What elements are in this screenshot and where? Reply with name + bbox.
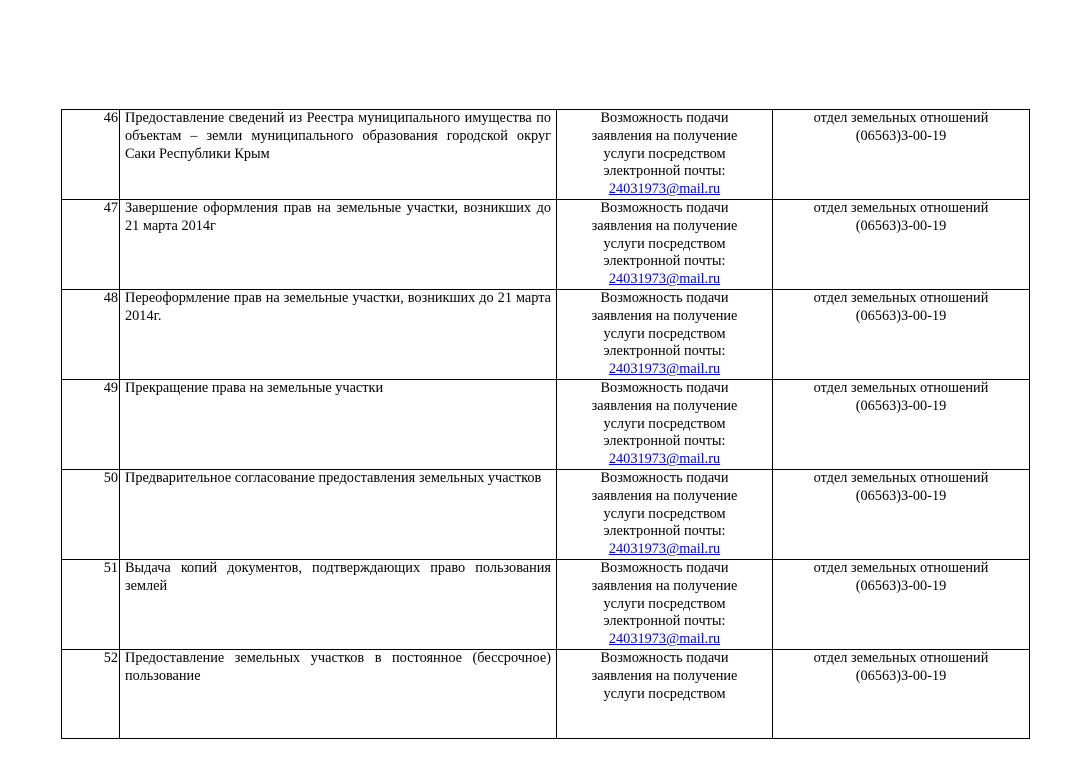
department-name: отдел земельных отношений (813, 199, 989, 216)
availability-line: услуги посредством (603, 145, 726, 162)
availability-line: Возможность подачи (600, 199, 729, 216)
availability-cell (557, 559, 773, 649)
availability-line: заявления на получение (591, 577, 738, 594)
availability-cell (557, 199, 773, 289)
phone-number: (06563)3-00-19 (855, 307, 947, 324)
availability-cell (557, 649, 773, 738)
phone-number: (06563)3-00-19 (855, 217, 947, 234)
availability-line: заявления на получение (591, 487, 738, 504)
services-table (61, 109, 1030, 739)
row-number: 48 (62, 289, 120, 379)
availability-line: услуги посредством (603, 415, 726, 432)
availability-line: электронной почты: (603, 253, 726, 270)
service-name: Предоставление земельных участков в постоянное (бессрочное) пользование (120, 649, 557, 738)
department-name: отдел земельных отношений (813, 110, 989, 126)
availability-line: Возможность подачи (600, 379, 729, 396)
email-link[interactable]: 24031973@mail.ru (608, 181, 721, 198)
service-name: Выдача копий документов, подтверждающих право пользования землей (120, 559, 557, 649)
row-number: 51 (62, 559, 120, 649)
phone-number: (06563)3-00-19 (855, 127, 947, 144)
table-row (62, 110, 1030, 200)
availability-line: услуги посредством (603, 595, 726, 612)
contact-cell (773, 469, 1030, 559)
availability-line: услуги посредством (603, 685, 726, 702)
availability-line: услуги посредством (603, 325, 726, 342)
department-name: отдел земельных отношений (813, 289, 989, 306)
phone-number: (06563)3-00-19 (855, 487, 947, 504)
service-name: Завершение оформления прав на земельные участки, возникших до 21 марта 2014г (120, 199, 557, 289)
table-row (62, 289, 1030, 379)
row-number: 47 (62, 199, 120, 289)
email-link[interactable]: 24031973@mail.ru (608, 271, 721, 288)
availability-line: услуги посредством (603, 235, 726, 252)
availability-line: заявления на получение (591, 397, 738, 414)
email-link[interactable]: 24031973@mail.ru (608, 631, 721, 648)
availability-line: заявления на получение (591, 127, 738, 144)
service-name: Прекращение права на земельные участки (120, 379, 557, 469)
contact-cell (773, 379, 1030, 469)
department-name: отдел земельных отношений (813, 379, 989, 396)
contact-cell (773, 559, 1030, 649)
row-number: 49 (62, 379, 120, 469)
contact-cell (773, 649, 1030, 738)
email-link[interactable]: 24031973@mail.ru (608, 541, 721, 558)
availability-line: заявления на получение (591, 217, 738, 234)
table-row (62, 649, 1030, 738)
table-row (62, 559, 1030, 649)
availability-line: Возможность подачи (600, 110, 729, 126)
availability-line: услуги посредством (603, 505, 726, 522)
contact-cell (773, 289, 1030, 379)
service-name: Предварительное согласование предоставления земельных участков (120, 469, 557, 559)
availability-cell (557, 110, 773, 200)
availability-line: Возможность подачи (600, 649, 729, 666)
availability-line: заявления на получение (591, 667, 738, 684)
table-row (62, 379, 1030, 469)
availability-line: Возможность подачи (600, 559, 729, 576)
availability-line: Возможность подачи (600, 469, 729, 486)
availability-cell (557, 469, 773, 559)
availability-cell (557, 289, 773, 379)
availability-line: Возможность подачи (600, 289, 729, 306)
availability-line: заявления на получение (591, 307, 738, 324)
availability-line: электронной почты: (603, 163, 726, 180)
availability-cell (557, 379, 773, 469)
phone-number: (06563)3-00-19 (855, 667, 947, 684)
phone-number: (06563)3-00-19 (855, 397, 947, 414)
contact-cell (773, 199, 1030, 289)
email-link[interactable]: 24031973@mail.ru (608, 451, 721, 468)
row-number: 50 (62, 469, 120, 559)
availability-line: электронной почты: (603, 343, 726, 360)
department-name: отдел земельных отношений (813, 649, 989, 666)
table-row (62, 469, 1030, 559)
department-name: отдел земельных отношений (813, 559, 989, 576)
availability-line: электронной почты: (603, 523, 726, 540)
service-name: Предоставление сведений из Реестра муниципального имущества по объектам – земли муниципального образования городской округ Саки Республики Крым (120, 110, 557, 200)
row-number: 52 (62, 649, 120, 738)
availability-line: электронной почты: (603, 613, 726, 630)
phone-number: (06563)3-00-19 (855, 577, 947, 594)
availability-line: электронной почты: (603, 433, 726, 450)
service-name: Переоформление прав на земельные участки, возникших до 21 марта 2014г. (120, 289, 557, 379)
contact-cell (773, 110, 1030, 200)
department-name: отдел земельных отношений (813, 469, 989, 486)
table-row (62, 199, 1030, 289)
email-link[interactable]: 24031973@mail.ru (608, 361, 721, 378)
row-number: 46 (62, 110, 120, 200)
